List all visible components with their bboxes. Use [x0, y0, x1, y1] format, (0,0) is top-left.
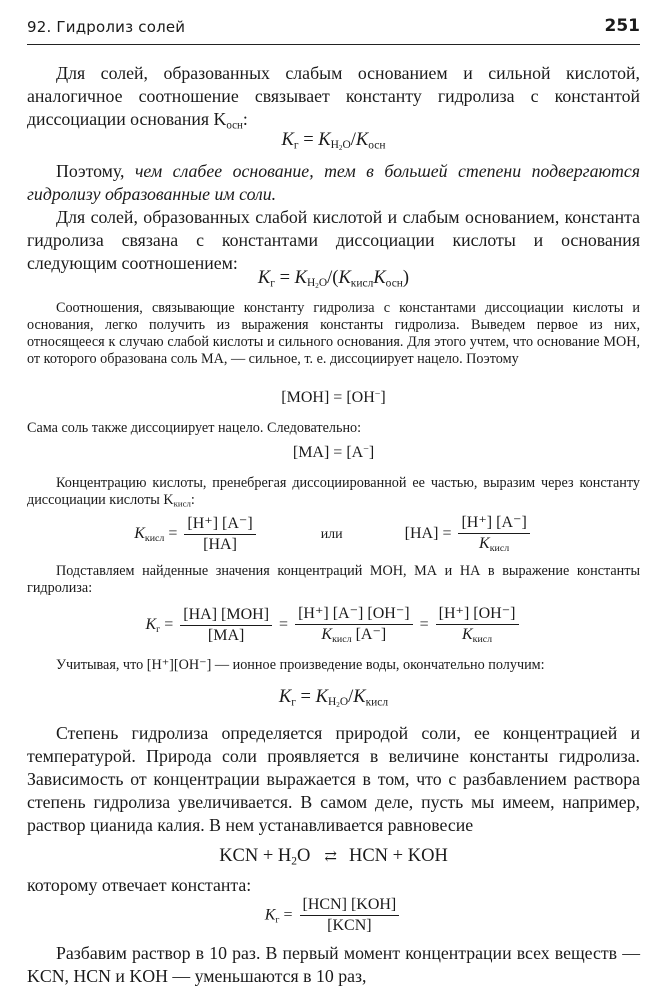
equilibrium-arrow: ⇄: [324, 849, 335, 865]
section-title: 92. Гидролиз солей: [27, 18, 186, 36]
equation-kg-substituted: $K_г$ = $\frac{\text{[HA] [MOH]}}{[MA]}$ = $\frac{[H^+] [A^-] [OH^-]}{K_{кисл} [A^-]}$ = $\frac{[H^+] [OH^-]}{K_{кисл}}$: [27, 605, 640, 646]
fraction-kacid: $\frac{[H^+] [A^-]}{[HA]}$: [184, 515, 255, 555]
equation-kg-weak-both: $K_г = K_{H_2O}/(K_{кисл}K_{осн})$: [257, 268, 410, 291]
fraction-ha: $\frac{[H^+] [A^-]}{K_{кисл}}$: [458, 514, 529, 555]
page-number: 251: [604, 16, 640, 36]
paragraph-constant-intro: которому отвечает константа:: [27, 875, 252, 895]
equation-kg-final: $K_г = K_{H_2O}/K_{кисл}$: [278, 687, 389, 710]
equation-kcn-equilibrium: KCN + $H_2O$ ⇄ HCN + KOH: [219, 846, 448, 868]
smallprint-water-product: Учитывая, что [H⁺][OH⁻] — ионное произведение воды, окончательно получим:: [56, 657, 545, 673]
paragraph-weak-base: Для солей, образованных слабым основанием и сильной кислотой, аналогичное соотношение связывает константу гидролиза с константой диссоциации основания $K_{осн}$:: [27, 63, 640, 132]
paragraph-weak-acid-weak-base: Для солей, образованных слабой кислотой и слабым основанием, константа гидролиза связана с константами диссоциации кислоты и основания следующим соотношением:: [27, 207, 640, 273]
equation-kg-kcn: $K_г$ = $\frac{\text{[HCN] [KOH]}}{\text{[KCN]}}$: [27, 896, 640, 936]
paragraph-conclusion: Поэтому, чем слабее основание, тем в большей степени подвергаются гидролизу образованные им соли.: [27, 161, 641, 204]
fraction-3: $\frac{[H^+] [OH^-]}{K_{кисл}}$: [436, 605, 519, 646]
fraction-kcn: $\frac{\text{[HCN] [KOH]}}{\text{[KCN]}}$: [300, 896, 400, 936]
equation-ma-a: [MA] = [A−]: [292, 444, 375, 461]
fraction-1: $\frac{\text{[HA] [MOH]}}{[MA]}$: [180, 606, 272, 646]
paragraph-degree-of-hydrolysis: Степень гидролиза определяется природой соли, ее концентрацией и температурой. Природа соли проявляется в величине константы гидролиза. Зависимость от концентрации выражается в том, что с разбавлением раствора степень гидролиза увеличивается. В самом деле, пусть мы имеем, например, раствор цианида калия. В нем устанавливается равновесие: [27, 723, 640, 835]
header-rule: [27, 44, 640, 45]
fraction-2: $\frac{[H^+] [A^-] [OH^-]}{K_{кисл} [A^-]}$: [295, 605, 413, 646]
equation-kacid: $K_{кисл}$ = $\frac{[H^+] [A^-]}{[HA]}$ или [HA] = $\frac{[H^+] [A^-]}{K_{кисл}}$: [27, 514, 640, 555]
smallprint-acid-concentration: Концентрацию кислоты, пренебрегая диссоциированной ее частью, выразим через константу диссоциации кислоты $K_{кисл}$:: [27, 475, 640, 509]
smallprint-substitute: Подставляем найденные значения концентраций МОН, МА и НА в выражение константы гидролиза:: [27, 563, 640, 596]
paragraph-dilution: Разбавим раствор в 10 раз. В первый момент концентрации всех веществ — KCN, HCN и KOH — уменьшаются в 10 раз,: [27, 943, 640, 986]
running-head: [27, 18, 640, 40]
equation-moh-oh: [MOH] = [OH−]: [281, 389, 386, 406]
smallprint-derivation: Соотношения, связывающие константу гидролиза с константами диссоциации кислоты и основания, легко получить из выражения константы гидролиза. Выведем первое из них, относящееся к случаю слабой кислоты и сильного основания. Для этого учтем, что основание МОН, от которого образована соль МА, — сильное, т. е. диссоциирует нацело. Поэтому: [27, 300, 640, 367]
smallprint-salt-dissociation: Сама соль также диссоциирует нацело. Следовательно:: [27, 420, 362, 436]
equation-kg-weak-base: $K_г = K_{H_2O}/K_{осн}$: [281, 130, 386, 153]
